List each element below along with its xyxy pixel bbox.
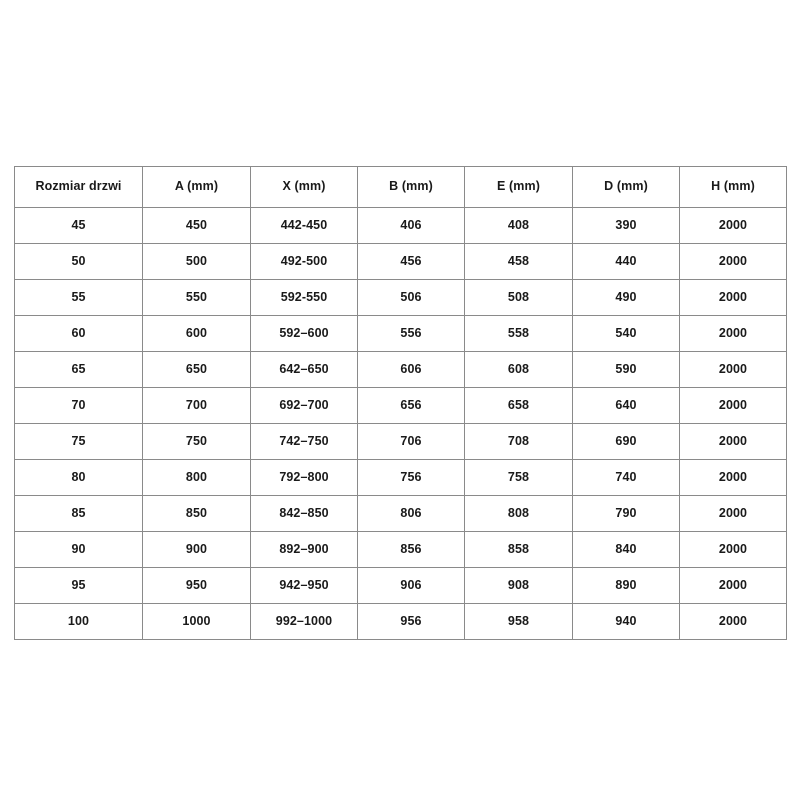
- cell-door-size: 70: [15, 388, 143, 424]
- column-header-e: E (mm): [465, 167, 573, 208]
- cell-d: 590: [573, 352, 680, 388]
- cell-x: 692–700: [251, 388, 358, 424]
- table-row: [15, 496, 787, 532]
- cell-e: 658: [465, 388, 573, 424]
- column-header-x: X (mm): [251, 167, 358, 208]
- table-row: [15, 280, 787, 316]
- cell-d: 540: [573, 316, 680, 352]
- cell-d: 690: [573, 424, 680, 460]
- cell-e: 558: [465, 316, 573, 352]
- table-row: [15, 568, 787, 604]
- cell-d: 940: [573, 604, 680, 640]
- cell-a: 450: [143, 208, 251, 244]
- cell-h: 2000: [680, 496, 787, 532]
- cell-e: 758: [465, 460, 573, 496]
- cell-b: 756: [358, 460, 465, 496]
- cell-a: 850: [143, 496, 251, 532]
- cell-door-size: 75: [15, 424, 143, 460]
- cell-door-size: 85: [15, 496, 143, 532]
- table-row: [15, 208, 787, 244]
- table-row: [15, 316, 787, 352]
- cell-e: 908: [465, 568, 573, 604]
- cell-e: 958: [465, 604, 573, 640]
- cell-door-size: 95: [15, 568, 143, 604]
- table-body: [15, 208, 787, 640]
- cell-b: 456: [358, 244, 465, 280]
- cell-h: 2000: [680, 424, 787, 460]
- table-row: [15, 388, 787, 424]
- cell-door-size: 55: [15, 280, 143, 316]
- table-row: [15, 532, 787, 568]
- cell-d: 640: [573, 388, 680, 424]
- cell-door-size: 60: [15, 316, 143, 352]
- cell-h: 2000: [680, 460, 787, 496]
- cell-b: 956: [358, 604, 465, 640]
- cell-b: 656: [358, 388, 465, 424]
- cell-b: 556: [358, 316, 465, 352]
- cell-a: 500: [143, 244, 251, 280]
- door-size-table: [14, 166, 787, 640]
- cell-door-size: 45: [15, 208, 143, 244]
- cell-a: 750: [143, 424, 251, 460]
- cell-b: 906: [358, 568, 465, 604]
- cell-d: 840: [573, 532, 680, 568]
- cell-h: 2000: [680, 388, 787, 424]
- cell-x: 792–800: [251, 460, 358, 496]
- column-header-h: H (mm): [680, 167, 787, 208]
- cell-d: 740: [573, 460, 680, 496]
- cell-a: 1000: [143, 604, 251, 640]
- table-row: [15, 352, 787, 388]
- door-size-table-container: [14, 166, 786, 640]
- table-row: [15, 424, 787, 460]
- cell-h: 2000: [680, 316, 787, 352]
- cell-e: 508: [465, 280, 573, 316]
- cell-a: 900: [143, 532, 251, 568]
- cell-d: 390: [573, 208, 680, 244]
- cell-door-size: 65: [15, 352, 143, 388]
- cell-a: 800: [143, 460, 251, 496]
- table-row: [15, 244, 787, 280]
- column-header-a: A (mm): [143, 167, 251, 208]
- cell-x: 942–950: [251, 568, 358, 604]
- cell-a: 700: [143, 388, 251, 424]
- cell-h: 2000: [680, 532, 787, 568]
- cell-x: 992–1000: [251, 604, 358, 640]
- cell-x: 592–600: [251, 316, 358, 352]
- cell-door-size: 80: [15, 460, 143, 496]
- cell-e: 808: [465, 496, 573, 532]
- cell-a: 600: [143, 316, 251, 352]
- cell-h: 2000: [680, 352, 787, 388]
- cell-b: 706: [358, 424, 465, 460]
- cell-d: 890: [573, 568, 680, 604]
- table-row: [15, 460, 787, 496]
- cell-door-size: 90: [15, 532, 143, 568]
- table-header-row: [15, 167, 787, 208]
- cell-a: 650: [143, 352, 251, 388]
- column-header-b: B (mm): [358, 167, 465, 208]
- cell-h: 2000: [680, 568, 787, 604]
- cell-x: 892–900: [251, 532, 358, 568]
- cell-h: 2000: [680, 244, 787, 280]
- cell-d: 490: [573, 280, 680, 316]
- cell-x: 642–650: [251, 352, 358, 388]
- cell-a: 550: [143, 280, 251, 316]
- cell-h: 2000: [680, 208, 787, 244]
- cell-b: 406: [358, 208, 465, 244]
- cell-door-size: 50: [15, 244, 143, 280]
- cell-h: 2000: [680, 280, 787, 316]
- column-header-door-size: Rozmiar drzwi: [15, 167, 143, 208]
- cell-door-size: 100: [15, 604, 143, 640]
- cell-e: 408: [465, 208, 573, 244]
- cell-b: 856: [358, 532, 465, 568]
- cell-d: 440: [573, 244, 680, 280]
- cell-x: 442-450: [251, 208, 358, 244]
- table-row: [15, 604, 787, 640]
- cell-e: 858: [465, 532, 573, 568]
- cell-x: 742–750: [251, 424, 358, 460]
- cell-e: 708: [465, 424, 573, 460]
- cell-x: 492-500: [251, 244, 358, 280]
- cell-h: 2000: [680, 604, 787, 640]
- cell-x: 592-550: [251, 280, 358, 316]
- table-header: [15, 167, 787, 208]
- cell-b: 506: [358, 280, 465, 316]
- cell-e: 458: [465, 244, 573, 280]
- cell-b: 606: [358, 352, 465, 388]
- cell-a: 950: [143, 568, 251, 604]
- cell-e: 608: [465, 352, 573, 388]
- cell-d: 790: [573, 496, 680, 532]
- cell-b: 806: [358, 496, 465, 532]
- cell-x: 842–850: [251, 496, 358, 532]
- column-header-d: D (mm): [573, 167, 680, 208]
